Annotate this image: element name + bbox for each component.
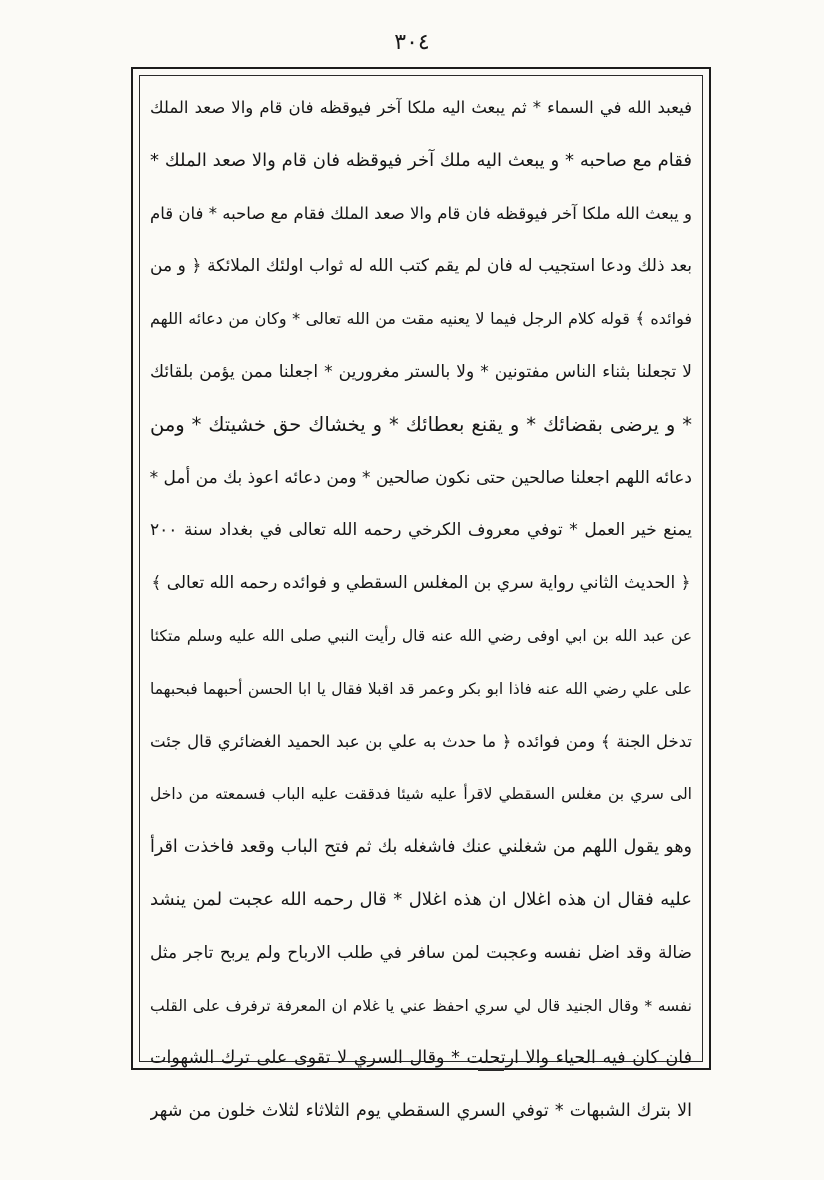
section-heading: ﴿ الحديث الثاني رواية سري بن المغلس السقطي و فوائده رحمه الله تعالى ﴾	[151, 573, 691, 594]
text-line: * و يرضى بقضائك * و يقنع بعطائك * و يخشاك حق خشيتك * ومن	[150, 412, 692, 436]
text-line: وهو يقول اللهم من شغلني عنك فاشغله بك ثم فتح الباب وقعد فاخذت اقرأ	[150, 837, 692, 858]
text-line: فوائده ﴾ قوله كلام الرجل فيما لا يعنيه مقت من الله تعالى * وكان من دعائه اللهم	[150, 309, 692, 329]
text-line: فقام مع صاحبه * و يبعث اليه ملك آخر فيوقظه فان قام والا صعد الملك *	[150, 149, 692, 171]
text-line: الى سري بن مغلس السقطي لاقرأ عليه شيئا فدققت عليه الباب فسمعته من داخل	[150, 785, 692, 804]
text-line: على علي رضي الله عنه فاذا ابو بكر وعمر قد اقبلا فقال يا ابا الحسن أحبهما فبحبهما	[150, 679, 692, 698]
text-line: نفسه * وقال الجنيد قال لي سري احفظ عني يا غلام ان المعرفة ترفرف على القلب	[150, 996, 692, 1015]
text-line: ضالة وقد اضل نفسه وعجبت لمن سافر في طلب الارباح ولم يربح تاجر مثل	[150, 942, 692, 963]
text-line: دعائه اللهم اجعلنا صالحين حتى نكون صالحين * ومن دعائه اعوذ بك من أمل *	[150, 467, 692, 488]
text-line: تدخل الجنة ﴾ ومن فوائده ﴿ ما حدث به علي بن عبد الحميد الغضائري قال جئت	[150, 731, 692, 751]
text-line: بعد ذلك ودعا استجيب له فان لم يقم كتب الله له ثواب اولئك الملائكة ﴿ و من	[150, 256, 692, 277]
text-line: عليه فقال ان هذه اغلال ان هذه اغلال * قال رحمه الله عجبت لمن ينشد	[150, 888, 692, 910]
printer-mark	[478, 1068, 504, 1071]
text-line: يمنع خير العمل * توفي معروف الكرخي رحمه الله تعالى في بغداد سنة ٢٠٠	[150, 520, 692, 541]
text-line: و يبعث الله ملكا آخر فيوقظه فان قام والا صعد الملك فقام مع صاحبه * فان قام	[150, 203, 692, 223]
text-line: فان كان فيه الحياء والا ارتحلت * وقال السري لا تقوى على ترك الشهوات	[150, 1048, 692, 1069]
text-line: لا تجعلنا بثناء الناس مفتونين * ولا بالستر مغرورين * اجعلنا ممن يؤمن بلقائك	[150, 361, 692, 382]
text-line: عن عبد الله بن ابي اوفى رضي الله عنه قال رأيت النبي صلى الله عليه وسلم متكئا	[150, 626, 692, 645]
page-text	[150, 82, 692, 1138]
text-line: الا بترك الشبهات * توفي السري السقطي يوم الثلاثاء لثلاث خلون من شهر	[150, 1101, 692, 1122]
text-line: فيعبد الله في السماء * ثم يبعث اليه ملكا آخر فيوقظه فان قام والا صعد الملك	[150, 98, 692, 117]
page-number: ٣٠٤	[394, 30, 430, 55]
